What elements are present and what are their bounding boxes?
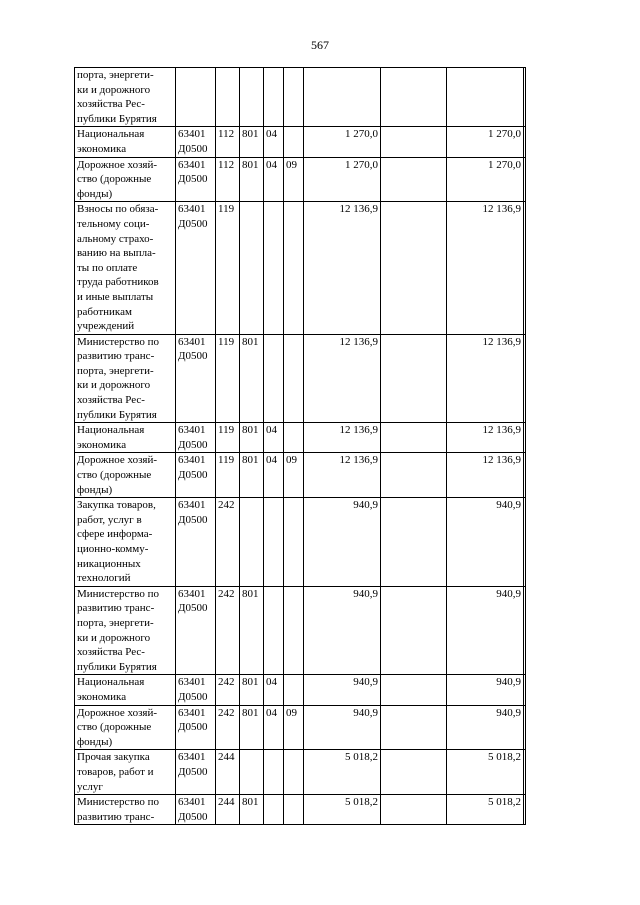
subsection-cell [284, 423, 304, 453]
amount-change-cell [381, 675, 447, 705]
extra-cell [524, 453, 526, 498]
amount-cell: 5 018,2 [304, 795, 381, 825]
amount-cell: 12 136,9 [304, 423, 381, 453]
expense-type-cell: 244 [216, 750, 240, 795]
amount-total-cell: 940,9 [447, 586, 524, 675]
target-article-cell: 63401 Д0500 [176, 750, 216, 795]
section-cell: 04 [264, 127, 284, 157]
table-row [75, 68, 526, 127]
department-cell: 801 [240, 453, 264, 498]
amount-change-cell [381, 705, 447, 750]
table-row [75, 795, 526, 825]
department-cell [240, 498, 264, 587]
expense-type-cell: 119 [216, 202, 240, 334]
section-cell: 04 [264, 423, 284, 453]
extra-cell [524, 127, 526, 157]
amount-cell: 1 270,0 [304, 127, 381, 157]
department-cell [240, 202, 264, 334]
expense-type-cell: 119 [216, 453, 240, 498]
amount-total-cell: 5 018,2 [447, 795, 524, 825]
target-article-cell: 63401 Д0500 [176, 498, 216, 587]
section-cell [264, 498, 284, 587]
department-cell: 801 [240, 157, 264, 202]
row-name-cell: Национальная экономика [75, 675, 176, 705]
subsection-cell [284, 68, 304, 127]
target-article-cell: 63401 Д0500 [176, 705, 216, 750]
table-row [75, 586, 526, 675]
section-cell [264, 586, 284, 675]
page-number: 567 [311, 38, 329, 52]
amount-total-cell: 5 018,2 [447, 750, 524, 795]
target-article-cell: 63401 Д0500 [176, 586, 216, 675]
amount-change-cell [381, 453, 447, 498]
expense-type-cell: 112 [216, 157, 240, 202]
section-cell [264, 334, 284, 423]
section-cell: 04 [264, 675, 284, 705]
amount-cell: 12 136,9 [304, 202, 381, 334]
row-name-cell: Министерство по развитию транс- порта, энергети- ки и дорожного хозяйства Рес- публики Бурятия [75, 334, 176, 423]
table-row [75, 423, 526, 453]
table-row [75, 202, 526, 334]
table-row [75, 157, 526, 202]
section-cell [264, 68, 284, 127]
extra-cell [524, 202, 526, 334]
expense-type-cell: 242 [216, 586, 240, 675]
target-article-cell: 63401 Д0500 [176, 675, 216, 705]
target-article-cell: 63401 Д0500 [176, 157, 216, 202]
extra-cell [524, 750, 526, 795]
amount-cell: 940,9 [304, 675, 381, 705]
amount-cell: 1 270,0 [304, 157, 381, 202]
expense-type-cell: 242 [216, 675, 240, 705]
subsection-cell [284, 202, 304, 334]
subsection-cell [284, 750, 304, 795]
amount-total-cell: 1 270,0 [447, 127, 524, 157]
budget-table [74, 67, 526, 825]
amount-cell: 940,9 [304, 586, 381, 675]
row-name-cell: порта, энергети- ки и дорожного хозяйства Рес- публики Бурятия [75, 68, 176, 127]
section-cell [264, 202, 284, 334]
table-row [75, 498, 526, 587]
amount-change-cell [381, 334, 447, 423]
extra-cell [524, 498, 526, 587]
amount-cell: 940,9 [304, 498, 381, 587]
amount-cell: 940,9 [304, 705, 381, 750]
expense-type-cell: 112 [216, 127, 240, 157]
department-cell: 801 [240, 586, 264, 675]
subsection-cell [284, 586, 304, 675]
row-name-cell: Дорожное хозяй- ство (дорожные фонды) [75, 453, 176, 498]
expense-type-cell: 242 [216, 705, 240, 750]
table-body [75, 68, 526, 825]
amount-change-cell [381, 498, 447, 587]
row-name-cell: Дорожное хозяй- ство (дорожные фонды) [75, 705, 176, 750]
row-name-cell: Прочая закупка товаров, работ и услуг [75, 750, 176, 795]
subsection-cell: 09 [284, 453, 304, 498]
extra-cell [524, 334, 526, 423]
expense-type-cell: 244 [216, 795, 240, 825]
subsection-cell: 09 [284, 157, 304, 202]
amount-change-cell [381, 68, 447, 127]
amount-change-cell [381, 423, 447, 453]
section-cell [264, 795, 284, 825]
department-cell: 801 [240, 675, 264, 705]
row-name-cell: Взносы по обяза- тельному соци- альному страхо- ванию на выпла- ты по оплате труда работников и иные выплаты работникам учреждений [75, 202, 176, 334]
target-article-cell: 63401 Д0500 [176, 202, 216, 334]
amount-total-cell: 940,9 [447, 675, 524, 705]
amount-cell: 12 136,9 [304, 334, 381, 423]
amount-change-cell [381, 127, 447, 157]
amount-cell: 12 136,9 [304, 453, 381, 498]
department-cell [240, 750, 264, 795]
target-article-cell: 63401 Д0500 [176, 423, 216, 453]
target-article-cell: 63401 Д0500 [176, 453, 216, 498]
amount-total-cell [447, 68, 524, 127]
target-article-cell: 63401 Д0500 [176, 127, 216, 157]
extra-cell [524, 68, 526, 127]
subsection-cell [284, 127, 304, 157]
extra-cell [524, 795, 526, 825]
amount-change-cell [381, 795, 447, 825]
row-name-cell: Министерство по развитию транс- [75, 795, 176, 825]
subsection-cell: 09 [284, 705, 304, 750]
department-cell: 801 [240, 423, 264, 453]
section-cell: 04 [264, 157, 284, 202]
amount-total-cell: 12 136,9 [447, 202, 524, 334]
amount-cell [304, 68, 381, 127]
amount-change-cell [381, 750, 447, 795]
amount-total-cell: 940,9 [447, 498, 524, 587]
table-row [75, 127, 526, 157]
department-cell: 801 [240, 795, 264, 825]
table-row [75, 453, 526, 498]
section-cell: 04 [264, 705, 284, 750]
subsection-cell [284, 334, 304, 423]
row-name-cell: Дорожное хозяй- ство (дорожные фонды) [75, 157, 176, 202]
department-cell: 801 [240, 127, 264, 157]
row-name-cell: Национальная экономика [75, 127, 176, 157]
table-row [75, 750, 526, 795]
table-row [75, 675, 526, 705]
amount-change-cell [381, 157, 447, 202]
expense-type-cell: 242 [216, 498, 240, 587]
extra-cell [524, 157, 526, 202]
subsection-cell [284, 498, 304, 587]
expense-type-cell: 119 [216, 334, 240, 423]
amount-total-cell: 12 136,9 [447, 334, 524, 423]
department-cell [240, 68, 264, 127]
extra-cell [524, 586, 526, 675]
expense-type-cell: 119 [216, 423, 240, 453]
section-cell: 04 [264, 453, 284, 498]
subsection-cell [284, 795, 304, 825]
row-name-cell: Национальная экономика [75, 423, 176, 453]
amount-total-cell: 12 136,9 [447, 423, 524, 453]
row-name-cell: Закупка товаров, работ, услуг в сфере информа- ционно-комму- никационных технологий [75, 498, 176, 587]
target-article-cell [176, 68, 216, 127]
amount-total-cell: 940,9 [447, 705, 524, 750]
amount-change-cell [381, 202, 447, 334]
subsection-cell [284, 675, 304, 705]
amount-change-cell [381, 586, 447, 675]
amount-total-cell: 12 136,9 [447, 453, 524, 498]
target-article-cell: 63401 Д0500 [176, 334, 216, 423]
table-row [75, 705, 526, 750]
extra-cell [524, 705, 526, 750]
row-name-cell: Министерство по развитию транс- порта, энергети- ки и дорожного хозяйства Рес- публики Бурятия [75, 586, 176, 675]
amount-cell: 5 018,2 [304, 750, 381, 795]
table-row [75, 334, 526, 423]
extra-cell [524, 675, 526, 705]
department-cell: 801 [240, 334, 264, 423]
extra-cell [524, 423, 526, 453]
expense-type-cell [216, 68, 240, 127]
section-cell [264, 750, 284, 795]
amount-total-cell: 1 270,0 [447, 157, 524, 202]
target-article-cell: 63401 Д0500 [176, 795, 216, 825]
department-cell: 801 [240, 705, 264, 750]
